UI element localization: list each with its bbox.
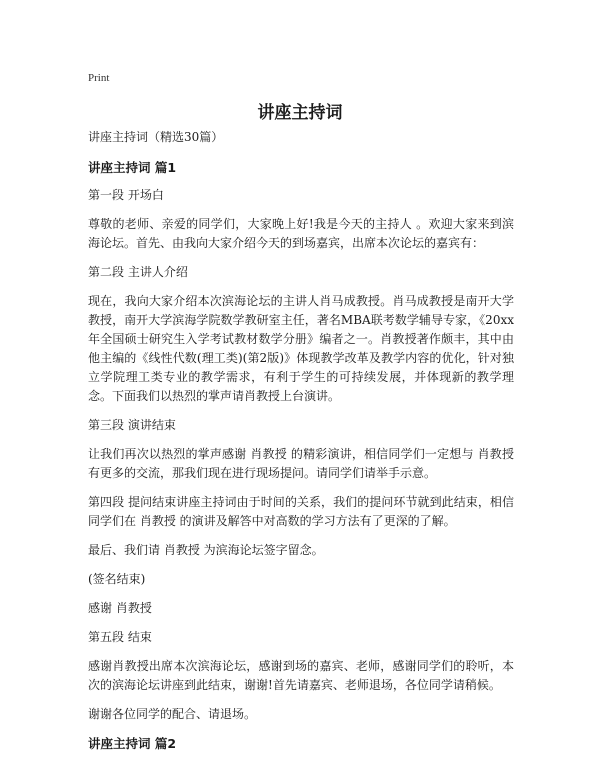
- paragraph: 感谢 肖教授: [88, 601, 152, 615]
- section-heading: 第三段 演讲结束: [88, 418, 176, 432]
- paragraph: 让我们再次以热烈的掌声感谢 肖教授 的精彩演讲，相信同学们一定想与 肖教授 有更多的交流，那我们现在进行现场提问。请同学们请举手示意。: [88, 447, 514, 480]
- print-label[interactable]: Print: [88, 72, 110, 84]
- article-heading: 讲座主持词 篇1: [88, 160, 177, 175]
- section-heading: 第一段 开场白: [88, 188, 164, 202]
- page-title: 讲座主持词: [257, 103, 343, 123]
- subtitle: 讲座主持词（精选30篇）: [88, 130, 224, 144]
- section-heading: 第五段 结束: [88, 630, 152, 644]
- paragraph: 现在，我向大家介绍本次滨海论坛的主讲人肖马成教授。肖马成教授是南开大学教授，南开大学滨海学院数学教研室主任，著名MBA联考数学辅导专家，《20xx年全国硕士研究生入学考试教材数学分册》编者之一。肖教授著作颇丰，其中由他主编的《线性代数(理工类)(第2版)》体现教学改革及教学内容的优化，针对独立学院理工类专业的教学需求，有利于学生的可持续发展，并体现新的教学理念。下面我们以热烈的掌声请肖教授上台演讲。: [88, 294, 514, 403]
- section-heading: 第二段 主讲人介绍: [88, 265, 188, 279]
- paragraph: (签名结束): [88, 572, 146, 586]
- paragraph: 谢谢各位同学的配合、请退场。: [88, 707, 257, 721]
- article-heading: 讲座主持词 篇2: [88, 736, 177, 751]
- paragraph: 最后、我们请 肖教授 为滨海论坛签字留念。: [88, 543, 324, 557]
- document-body: [88, 128, 514, 762]
- article-body: [88, 186, 514, 724]
- paragraph: 感谢肖教授出席本次滨海论坛，感谢到场的嘉宾、老师，感谢同学们的聆听，本次的滨海论坛讲座到此结束，谢谢!首先请嘉宾、老师退场，各位同学请稍候。: [88, 659, 514, 692]
- paragraph: 第四段 提问结束讲座主持词由于时间的关系，我们的提问环节就到此结束，相信同学们在 肖教授 的演讲及解答中对高数的学习方法有了更深的了解。: [88, 495, 514, 528]
- paragraph: 尊敬的老师、亲爱的同学们，大家晚上好!我是今天的主持人 。欢迎大家来到滨海论坛。首先、由我向大家介绍今天的到场嘉宾，出席本次论坛的嘉宾有：: [88, 217, 514, 250]
